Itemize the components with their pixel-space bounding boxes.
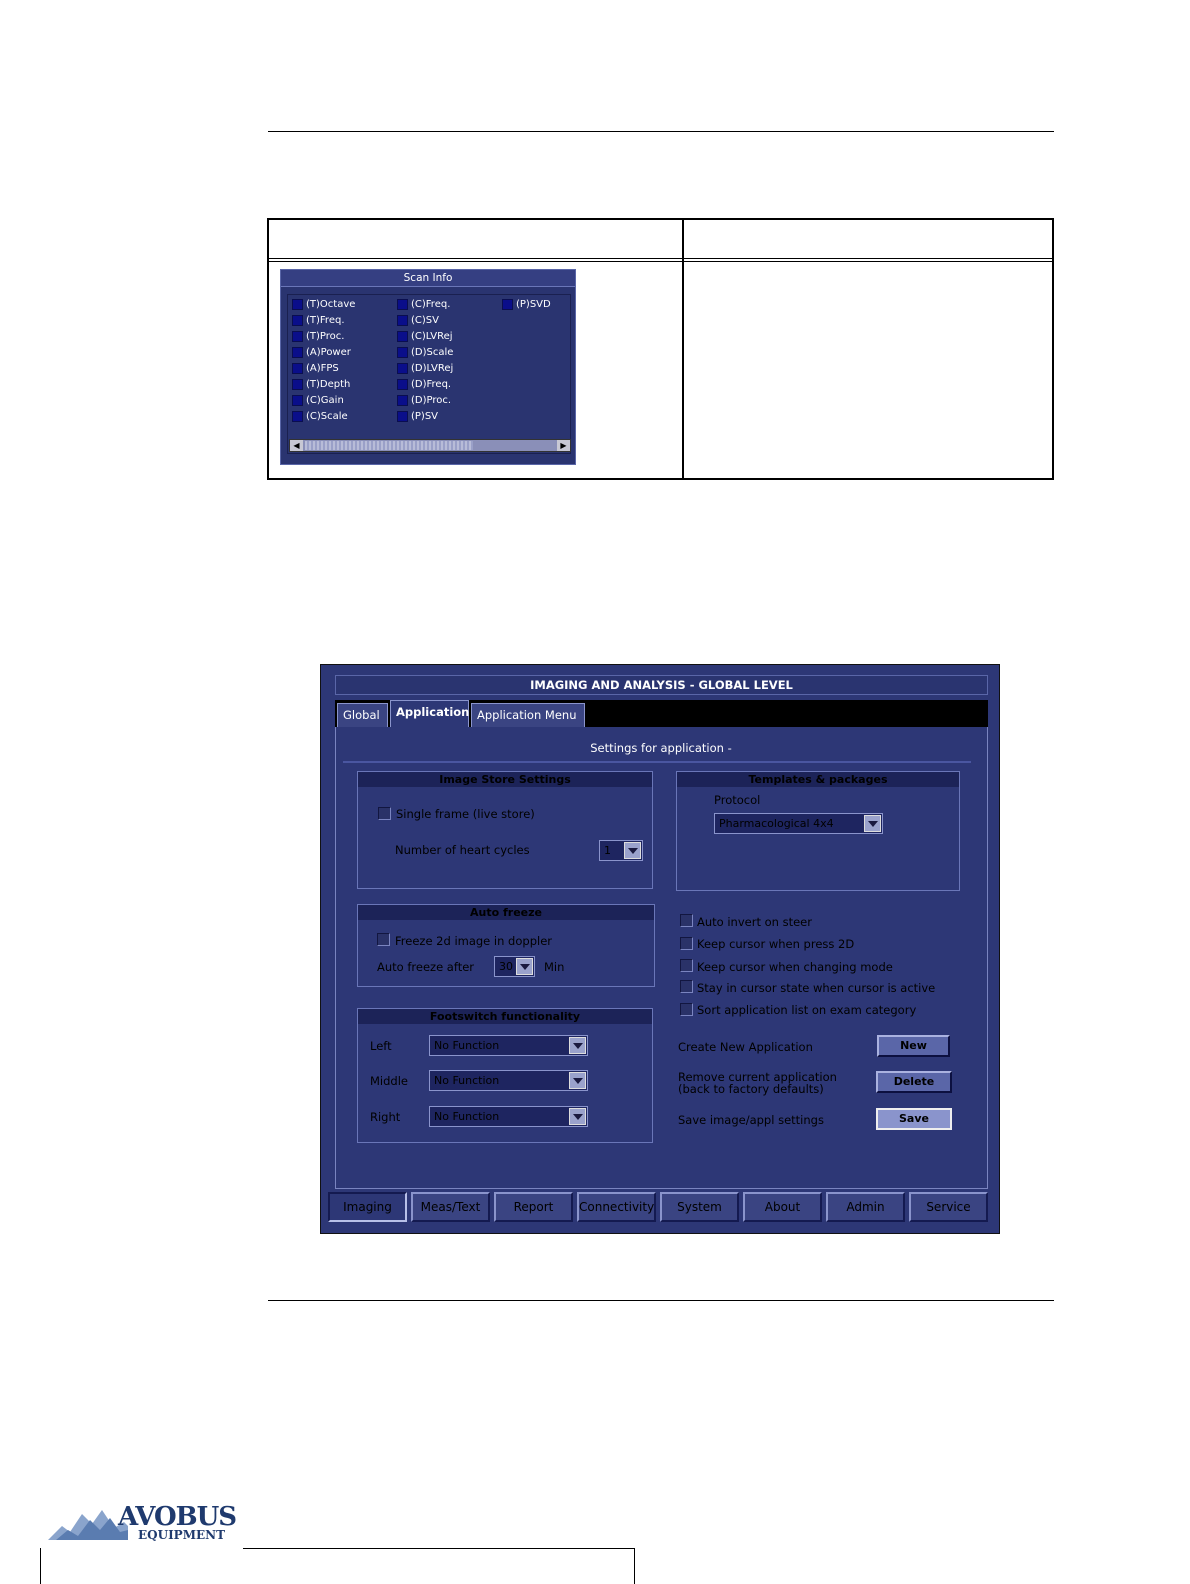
scan-info-item[interactable]: (D)LVRej <box>397 362 453 376</box>
remove-application-label-1: Remove current application <box>678 1070 837 1084</box>
checkbox[interactable] <box>397 395 408 406</box>
scroll-right-icon[interactable]: ▶ <box>557 440 570 451</box>
auto-freeze-unit: Min <box>544 960 565 974</box>
stay-cursor-state-label: Stay in cursor state when cursor is active <box>697 981 936 995</box>
checkbox[interactable] <box>292 379 303 390</box>
settings-for-label: Settings for application - <box>590 741 732 755</box>
auto-freeze-after-label: Auto freeze after <box>377 960 475 974</box>
scan-info-item[interactable]: (T)Freq. <box>292 314 345 328</box>
tab-service[interactable]: Service <box>909 1192 988 1222</box>
scan-info-item[interactable]: (C)Scale <box>292 410 348 424</box>
checkbox[interactable] <box>397 379 408 390</box>
scan-info-item[interactable]: (A)Power <box>292 346 351 360</box>
tab-meas-text[interactable]: Meas/Text <box>411 1192 490 1222</box>
keep-cursor-2d-checkbox[interactable] <box>680 937 693 950</box>
footswitch-left-label: Left <box>370 1039 392 1053</box>
scan-info-item[interactable]: (P)SVD <box>502 298 551 312</box>
scan-info-item[interactable]: (T)Proc. <box>292 330 344 344</box>
tab-connectivity[interactable]: Connectivity <box>577 1192 656 1222</box>
checkbox[interactable] <box>397 331 408 342</box>
logo-sub: EQUIPMENT <box>138 1528 226 1542</box>
scan-info-list <box>287 294 571 454</box>
save-button[interactable]: Save <box>876 1108 952 1130</box>
keep-cursor-mode-label: Keep cursor when changing mode <box>697 960 893 974</box>
single-frame-checkbox[interactable] <box>378 807 391 820</box>
logo-brand: AVOBUS <box>118 1502 237 1532</box>
save-settings-label: Save image/appl settings <box>678 1113 824 1127</box>
freeze-2d-checkbox[interactable] <box>377 933 390 946</box>
divider <box>343 761 971 763</box>
delete-button[interactable]: Delete <box>876 1071 952 1093</box>
scan-info-item[interactable]: (C)LVRej <box>397 330 453 344</box>
keep-cursor-2d-label: Keep cursor when press 2D <box>697 937 855 951</box>
footswitch-left-dropdown[interactable]: No Function <box>429 1035 588 1056</box>
templates-title: Templates & packages <box>677 772 959 787</box>
chevron-down-icon[interactable] <box>516 958 533 975</box>
bottom-rule <box>268 1300 1054 1301</box>
footswitch-title: Footswitch functionality <box>358 1009 652 1024</box>
heart-cycles-dropdown[interactable]: 1 <box>599 840 643 861</box>
scan-info-item[interactable]: (C)Gain <box>292 394 344 408</box>
checkbox[interactable] <box>292 315 303 326</box>
chevron-down-icon[interactable] <box>624 842 641 859</box>
dialog-title: IMAGING AND ANALYSIS - GLOBAL LEVEL <box>335 675 988 695</box>
sort-application-checkbox[interactable] <box>680 1003 693 1016</box>
scan-info-panel <box>280 269 576 465</box>
footer-rule-vertical <box>40 1548 41 1584</box>
stay-cursor-state-checkbox[interactable] <box>680 980 693 993</box>
sort-application-label: Sort application list on exam category <box>697 1003 917 1017</box>
protocol-label: Protocol <box>714 793 761 807</box>
checkbox[interactable] <box>292 331 303 342</box>
checkbox[interactable] <box>397 411 408 422</box>
checkbox[interactable] <box>397 347 408 358</box>
protocol-dropdown[interactable]: Pharmacological 4x4 <box>714 813 883 834</box>
tab-application-menu[interactable]: Application Menu <box>471 703 585 727</box>
freeze-2d-label: Freeze 2d image in doppler <box>395 934 552 948</box>
chevron-down-icon[interactable] <box>569 1072 586 1089</box>
avobus-logo <box>48 1500 238 1545</box>
remove-application-label-2: (back to factory defaults) <box>678 1082 824 1096</box>
tab-admin[interactable]: Admin <box>826 1192 905 1222</box>
tab-global[interactable]: Global <box>337 703 388 727</box>
auto-freeze-dropdown[interactable]: 30 <box>494 956 535 977</box>
mountain-logo-icon <box>48 1502 128 1542</box>
scan-info-title: Scan Info <box>281 270 575 287</box>
checkbox[interactable] <box>397 315 408 326</box>
scan-info-item[interactable]: (C)SV <box>397 314 439 328</box>
footswitch-middle-dropdown[interactable]: No Function <box>429 1070 588 1091</box>
tab-application[interactable]: Application <box>390 700 469 727</box>
footswitch-right-label: Right <box>370 1110 401 1124</box>
checkbox[interactable] <box>292 363 303 374</box>
single-frame-label: Single frame (live store) <box>396 807 535 821</box>
tab-about[interactable]: About <box>743 1192 822 1222</box>
create-application-label: Create New Application <box>678 1040 813 1054</box>
scan-info-item[interactable]: (C)Freq. <box>397 298 450 312</box>
scan-info-scrollbar[interactable] <box>289 439 571 452</box>
image-store-title: Image Store Settings <box>358 772 652 787</box>
checkbox[interactable] <box>292 299 303 310</box>
footswitch-right-dropdown[interactable]: No Function <box>429 1106 588 1127</box>
heart-cycles-label: Number of heart cycles <box>395 843 530 857</box>
scrollbar-thumb[interactable] <box>305 441 473 450</box>
scan-info-item[interactable]: (P)SV <box>397 410 438 424</box>
scan-info-item[interactable]: (T)Depth <box>292 378 350 392</box>
tab-report[interactable]: Report <box>494 1192 573 1222</box>
footswitch-middle-label: Middle <box>370 1074 408 1088</box>
tab-bar <box>335 700 988 727</box>
scan-info-item[interactable]: (D)Proc. <box>397 394 451 408</box>
auto-invert-checkbox[interactable] <box>680 914 693 927</box>
tab-imaging[interactable]: Imaging <box>328 1192 407 1222</box>
checkbox[interactable] <box>292 347 303 358</box>
checkbox[interactable] <box>292 395 303 406</box>
scan-info-item[interactable]: (A)FPS <box>292 362 339 376</box>
table-header-divider <box>269 258 1052 259</box>
new-button[interactable]: New <box>877 1035 950 1057</box>
chevron-down-icon[interactable] <box>569 1037 586 1054</box>
scan-info-item[interactable]: (T)Octave <box>292 298 355 312</box>
scan-info-item[interactable]: (D)Freq. <box>397 378 451 392</box>
footer-box <box>243 1548 635 1584</box>
auto-invert-label: Auto invert on steer <box>697 915 812 929</box>
bottom-tab-bar <box>328 1192 992 1226</box>
checkbox[interactable] <box>502 299 513 310</box>
checkbox[interactable] <box>292 411 303 422</box>
chevron-down-icon[interactable] <box>864 815 881 832</box>
auto-freeze-title: Auto freeze <box>358 905 654 920</box>
scan-info-item[interactable]: (D)Scale <box>397 346 453 360</box>
checkbox[interactable] <box>397 363 408 374</box>
table-header-divider-2 <box>269 261 1052 262</box>
image-store-group <box>357 771 653 889</box>
tab-system[interactable]: System <box>660 1192 739 1222</box>
keep-cursor-mode-checkbox[interactable] <box>680 959 693 972</box>
checkbox[interactable] <box>397 299 408 310</box>
chevron-down-icon[interactable] <box>569 1108 586 1125</box>
scroll-left-icon[interactable]: ◀ <box>290 440 303 451</box>
top-rule <box>268 131 1054 132</box>
